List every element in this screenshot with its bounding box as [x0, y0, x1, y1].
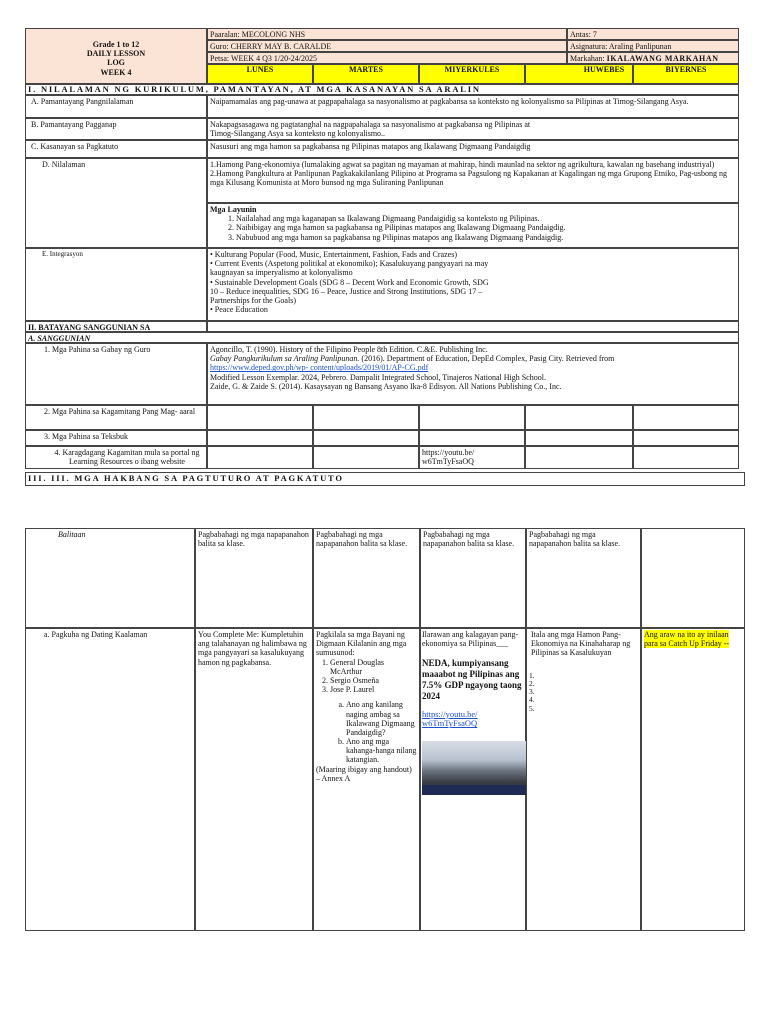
log-label: LOG — [107, 58, 125, 68]
handout-note: (Maaring ibigay ang handout) – Annex A — [316, 764, 412, 783]
nilalaman-text — [207, 158, 739, 203]
miyerkules-intro: Ilarawan ang kalagayan pang-ekonomiya sa Pilipinas___ — [422, 630, 519, 649]
teksbuk-label: 3. Mga Pahina sa Teksbuk — [44, 432, 128, 441]
gabay-guro-cell — [25, 343, 207, 405]
pagkuha-miyerkules — [420, 628, 526, 931]
layunin-list — [210, 214, 736, 242]
teksbuk-martes — [313, 430, 419, 446]
pagkuha-martes — [313, 628, 420, 931]
teksbuk-miyerkules — [419, 430, 525, 446]
youtube-link[interactable]: https://youtu.be/ w6TmTyFsaOQ — [422, 708, 478, 729]
integrasyon-line: kaugnayan sa imperyalismo at kolonyalismo — [210, 268, 353, 278]
teksbuk-lunes — [207, 430, 313, 446]
balitaan-miyerkules: Pagbabahagi ng mga napapanahon balita sa klase. — [420, 528, 526, 628]
bayani-item: 3. Jose P. Laurel — [330, 685, 417, 694]
karagdagang-biyernes — [633, 446, 739, 469]
antas-field: Antas: 7 — [567, 28, 739, 40]
markahan-value: IKALAWANG MARKAHAN — [606, 54, 719, 63]
reference-1: Agoncillo, T. (1990). History of the Filipino People 8th Edition. C.&E. Publishing Inc. — [210, 345, 488, 354]
number-item: 4. — [529, 695, 535, 705]
huwebes-text: Itala ang mga Hamon Pang-Ekonomiya na Kinahaharap ng Pilipinas sa Kasalukuyan — [531, 630, 631, 658]
reference-2 — [210, 354, 736, 363]
petsa-field: Petsa: WEEK 4 Q3 1/20-24/2025 — [207, 52, 567, 64]
section-1-title: I. NILALAMAN NG KURIKULUM, PAMANTAYAN, AT MGA KASANAYAN SA ARALIN — [25, 84, 739, 95]
integrasyon-line: • Current Events (Aspetong politikal at ekonomiko); Kasalukuyang pangyayari na may — [210, 259, 489, 269]
number-item: 2. — [529, 678, 535, 688]
kagamitang-cell — [25, 405, 207, 430]
kagamitang-huwebes — [525, 405, 633, 430]
number-item: 1. — [529, 670, 535, 680]
layunin-cell — [207, 203, 739, 248]
section-2-title: II. BATAYANG SANGGUNIAN SA — [25, 321, 207, 332]
martes-intro: Pagkilala sa mga Bayani ng Digmaan Kilalanin ang mga sumusunod: — [316, 630, 407, 658]
huwebes-number-list — [529, 672, 638, 713]
day-biyernes: BIYERNES — [633, 64, 739, 84]
bayani-list — [316, 658, 417, 695]
integrasyon-label: E. Integrasyon — [42, 250, 83, 258]
section-3-title: III. III. MGA HAKBANG SA PAGTUTURO AT PAGKATUTO — [25, 472, 745, 486]
layunin-title: Mga Layunin — [210, 205, 257, 214]
integrasyon-line: Partnerships for the Goals) — [210, 295, 296, 305]
references-cell — [207, 343, 739, 405]
layunin-item: 3. Nabubuod ang mga hamon sa pagkabansa ng Pilipinas matapos ang Ikalawang Digmaang Pandaigdig. — [236, 233, 736, 242]
nilalaman-left-cell — [25, 158, 207, 248]
balitaan-lunes: Pagbabahagi ng mga napapanahon balita sa klase. — [195, 528, 313, 628]
teksbuk-huwebes — [525, 430, 633, 446]
balitaan-label: Balitaan — [58, 530, 86, 539]
reference-3: Modified Lesson Exemplar. 2024, Pebrero. Dampalit Integrated School, Tinajeros National High School. — [210, 372, 546, 382]
pagganap-line-1: Nakapagsasagawa ng pagtatanghal na nagpapahalaga sa nasyonalismo at pagkabansa ng Pilipinas at — [210, 120, 531, 129]
youtube-link-text[interactable]: https://youtu.be/ w6TmTyFsaOQ — [422, 448, 475, 467]
week-label: WEEK 4 — [100, 67, 132, 77]
nilalaman-item-1: 1.Hamong Pang-ekonomiya (lumalaking agwat sa pagitan ng mayaman at mahirap, hindi maunlad na sektor ng agrikultura, kawalan ng basehang industriyal) — [210, 160, 715, 169]
karagdagang-lunes — [207, 446, 313, 469]
karagdagang-miyerkules — [419, 446, 525, 469]
paaralan-field: Paaralan: MECOLONG NHS — [207, 28, 567, 40]
integrasyon-line: 10 – Reduce inequalities, SDG 16 – Peace, Justice and Strong Institutions, SDG 17 – — [210, 286, 483, 296]
pagkuha-label: a. Pagkuha ng Dating Kaalaman — [44, 630, 148, 639]
balitaan-cell — [25, 528, 195, 628]
kagamitang-miyerkules — [419, 405, 525, 430]
markahan-label: Markahan: — [570, 54, 605, 63]
pagkuha-biyernes — [641, 628, 745, 931]
pamantayang-pagganap-label: B. Pamantayang Pagganap — [25, 118, 207, 140]
section-2-title-right — [207, 321, 739, 332]
pagganap-line-2: Timog-Silangang Asya sa konteksto ng kolonyalismo.. — [210, 129, 386, 139]
pamantayang-pagganap-text — [207, 118, 739, 140]
kasanayan-label: C. Kasanayan sa Pagkatuto — [25, 140, 207, 158]
balitaan-huwebes: Pagbabahagi ng mga napapanahon balita sa klase. — [526, 528, 641, 628]
day-miyerkules: MIYERKULES — [419, 64, 525, 84]
layunin-item: 1. Nailalahad ang mga kaganapan sa Ikalawang Digmaang Pandaigidig sa konteksto ng Pilipinas. — [236, 214, 736, 223]
kagamitang-label: 2. Mga Pahina sa Kagamitang Pang Mag- aaral — [44, 407, 196, 416]
layunin-item: 2. Naibibigay ang mga hamon sa pagkabansa ng Pilipinas matapos ang Ikalawang Digmaang Pandaigdig. — [236, 223, 736, 232]
pamantayang-pangnilalaman-text: Naipamamalas ang pag-unawa at pagpapahalaga sa nasyonalismo at pagkabansa sa konteksto ng kolonyalismo sa Pilipinas at Timog-Silangang Asya. — [207, 95, 739, 118]
pagkuha-cell — [25, 628, 195, 931]
integrasyon-line: • Peace Education — [210, 305, 268, 315]
integrasyon-text — [207, 248, 739, 321]
karagdagang-cell — [25, 446, 207, 469]
kagamitang-biyernes — [633, 405, 739, 430]
number-item: 3. — [529, 687, 535, 697]
bayani-questions — [316, 700, 417, 764]
catch-up-friday-note: Ang araw na ito ay inilaan para sa Catch Up Friday -- — [644, 630, 730, 649]
grade-label: Grade 1 to 12 — [92, 40, 140, 49]
neda-headline: NEDA, kumpiyansang maaabot ng Pilipinas ang 7.5% GDP ngayong taong 2024 — [422, 658, 522, 701]
sanggunian-label: A. SANGGUNIAN — [25, 332, 739, 343]
reference-2-rest: (2016). Department of Education, DepEd Complex, Pasig City. Retrieved from — [359, 354, 615, 364]
pamantayang-pangnilalaman-label: A. Pamantayang Pangnilalaman — [25, 95, 207, 118]
gabay-guro-label: 1. Mga Pahina sa Gabay ng Guro — [44, 345, 151, 354]
news-caption-bar — [422, 785, 526, 795]
daily-label: DAILY LESSON — [86, 49, 146, 59]
balitaan-martes: Pagbabahagi ng mga napapanahon balita sa klase. — [313, 528, 420, 628]
bayani-question: b. Ano ang mga kahanga-hanga nilang katangian. — [346, 737, 417, 765]
balitaan-biyernes — [641, 528, 745, 628]
day-huwebes: HUWEBES — [525, 64, 633, 84]
nilalaman-label: D. Nilalaman — [42, 160, 86, 169]
reference-4: Zaide, G. & Zaide S. (2014). Kasaysayan ng Bansang Asyano Ika-8 Edisyon. All Nations Publishing Co., Inc. — [210, 381, 562, 391]
pagkuha-huwebes — [526, 628, 641, 931]
news-thumbnail-image[interactable] — [422, 741, 526, 795]
number-item: 5. — [529, 703, 535, 713]
kagamitang-lunes — [207, 405, 313, 430]
asignatura-field: Asignatura: Araling Panlipunan — [567, 40, 739, 52]
kagamitang-martes — [313, 405, 419, 430]
header-title — [25, 40, 207, 77]
karagdagang-martes — [313, 446, 419, 469]
integrasyon-left-cell — [25, 248, 207, 321]
karagdagang-huwebes — [525, 446, 633, 469]
integrasyon-line: • Kulturang Popular (Food, Music, Entertainment, Fashion, Fads and Crazes) — [210, 250, 457, 259]
karagdagang-label: 4. Karagdagang Kagamitan mula sa portal ng Learning Resources o ibang website — [54, 448, 200, 467]
teksbuk-biyernes — [633, 430, 739, 446]
reference-2-title: Gabay Pangkurikulum sa Araling Panlipunan. — [210, 354, 360, 364]
pagkuha-lunes: You Complete Me: Kumpletuhin ang talahanayan ng halimbawa ng mga pangyayari sa kasalukuyang hamon ng pagkabansa. — [195, 628, 313, 931]
bayani-item: 1. General Douglas McArthur — [330, 658, 417, 676]
kasanayan-text: Nasusuri ang mga hamon sa pagkabansa ng Pilipinas matapos ang Ikalawang Digmaang Pandaigdig — [207, 140, 739, 158]
bayani-question: a. Ano ang kanilang naging ambag sa Ikalawang Digmaang Pandaigdig? — [346, 700, 417, 737]
day-martes: MARTES — [313, 64, 419, 84]
markahan-field — [567, 52, 739, 64]
day-lunes: LUNES — [207, 64, 313, 84]
guro-field: Guro: CHERRY MAY B. CARALDE — [207, 40, 567, 52]
integrasyon-line: • Sustainable Development Goals (SDG 8 – Decent Work and Economic Growth, SDG — [210, 277, 489, 287]
bayani-item: 2. Sergio Osmeña — [330, 676, 417, 685]
teksbuk-cell — [25, 430, 207, 446]
deped-link[interactable]: https://www.deped.gov.ph/wp- content/uploads/2019/01/AP-CG.pdf — [210, 363, 429, 373]
nilalaman-item-2: 2.Hamong Pangkultura at Panlipunan Pagkakakilanlang Pilipino at Programa sa Pagsulong ng Kapakanan at Kagalingan ng mga Grupong Etniko, Pag-usbong ng mga Kilusang Komunista at Moro bunsod ng mga Suliraning Panlipunan — [210, 169, 728, 188]
